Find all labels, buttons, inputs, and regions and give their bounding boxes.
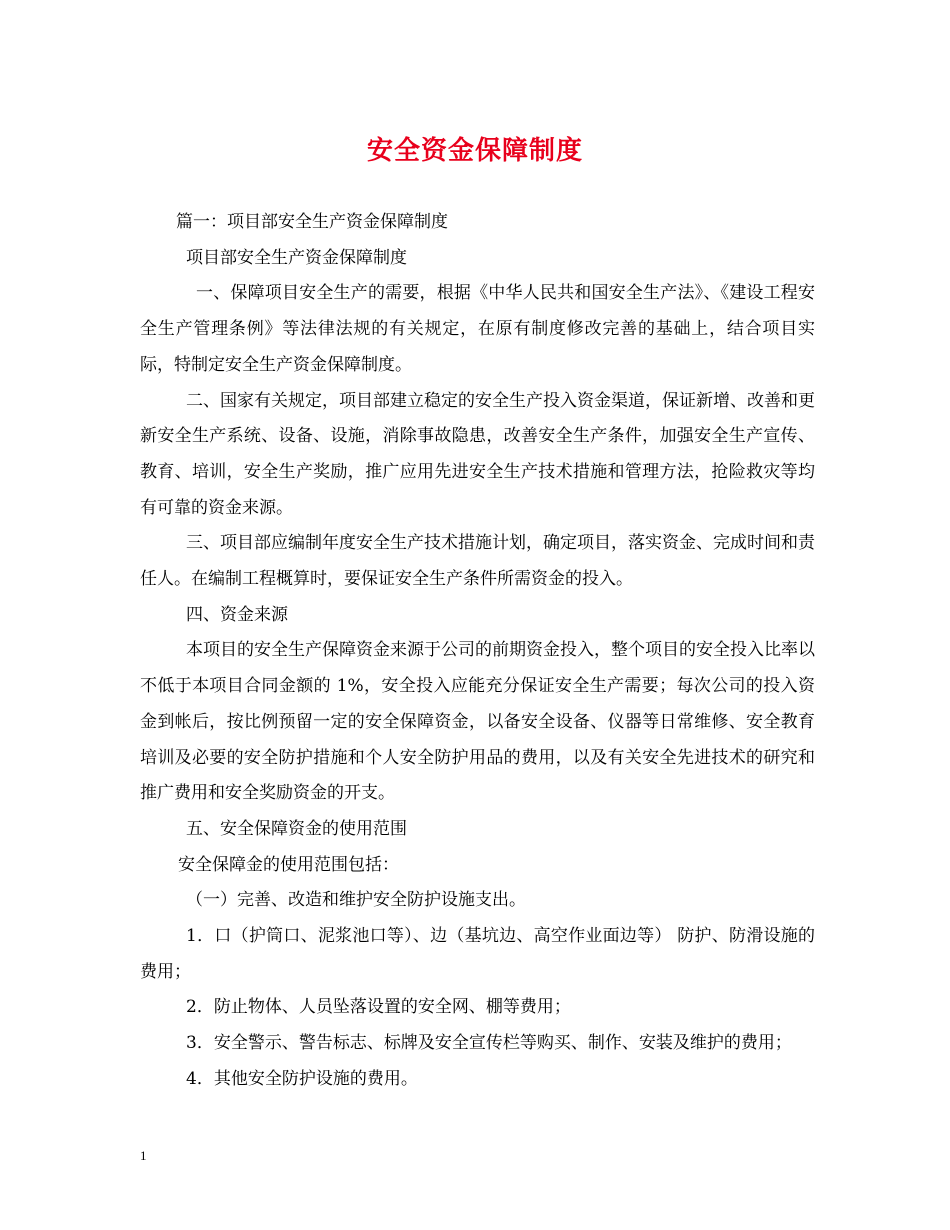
- document-title: 安全资金保障制度: [366, 136, 583, 166]
- paragraph: 本项目的安全生产保障资金来源于公司的前期资金投入，整个项目的安全投入比率以不低于本项目合同金额的 1%，安全投入应能充分保证安全生产需要；每次公司的投入资金到帐后，按比例预留一定的安全保障资金，以备安全设备、仪器等日常维修、安全教育培训及必要的安全防护措施和个人安全防护用品的费用，以及有关安全先进技术的研究和推广费用和安全奖励资金的开支。: [140, 640, 815, 804]
- list-item: 2．防止物体、人员坠落设置的安全网、棚等费用；: [186, 997, 571, 1018]
- document-body: [140, 205, 815, 1098]
- section-heading: 篇一：项目部安全生产资金保障制度: [176, 212, 448, 232]
- list-item: 4．其他安全防护设施的费用。: [186, 1068, 418, 1089]
- paragraph: 四、资金来源: [186, 604, 288, 625]
- paragraph: 项目部安全生产资金保障制度: [186, 247, 407, 268]
- page-number: 1: [140, 1148, 147, 1163]
- paragraph: 二、国家有关规定，项目部建立稳定的安全生产投入资金渠道，保证新增、改善和更新安全生产系统、设备、设施，消除事故隐患，改善安全生产条件，加强安全生产宣传、教育、培训，安全生产奖励，推广应用先进安全生产技术措施和管理方法，抢险救灾等均有可靠的资金来源。: [140, 390, 815, 518]
- list-item: 1．口（护筒口、泥浆池口等）、边（基坑边、高空作业面边等） 防护、防滑设施的费用；: [140, 926, 815, 982]
- paragraph: 一、保障项目安全生产的需要，根据《中华人民共和国安全生产法》、《建设工程安全生产管理条例》等法律法规的有关规定，在原有制度修改完善的基础上，结合项目实际，特制定安全生产资金保障制度。: [140, 283, 815, 375]
- paragraph: 三、项目部应编制年度安全生产技术措施计划，确定项目，落实资金、完成时间和责任人。在编制工程概算时，要保证安全生产条件所需资金的投入。: [140, 533, 815, 590]
- paragraph: 安全保障金的使用范围包括：: [178, 854, 399, 875]
- paragraph: （一）完善、改造和维护安全防护设施支出。: [186, 890, 526, 911]
- list-item: 3．安全警示、警告标志、标牌及安全宣传栏等购买、制作、安装及维护的费用；: [186, 1033, 792, 1054]
- paragraph: 五、安全保障资金的使用范围: [186, 818, 407, 839]
